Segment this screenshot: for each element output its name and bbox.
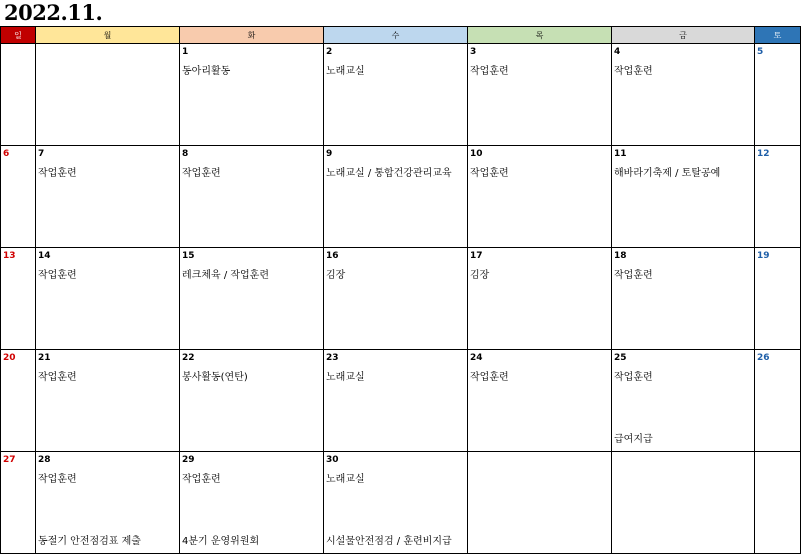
calendar-title: 2022.11. xyxy=(4,0,103,25)
week-row xyxy=(1,452,801,554)
day-number: 30 xyxy=(326,455,339,465)
day-cell[interactable] xyxy=(612,44,755,146)
day-cell[interactable] xyxy=(36,248,180,350)
day-number: 27 xyxy=(3,455,16,465)
week-row xyxy=(1,44,801,146)
day-number: 8 xyxy=(182,149,189,159)
day-cell[interactable] xyxy=(180,452,324,554)
day-cell[interactable] xyxy=(755,248,801,350)
day-cell[interactable] xyxy=(1,248,36,350)
day-cell[interactable] xyxy=(755,146,801,248)
weekday-header-sun: 일 xyxy=(1,27,36,44)
day-event: 작업훈련 xyxy=(614,270,653,281)
day-event: 해바라기축제 / 토탈공예 xyxy=(614,168,721,179)
day-number: 26 xyxy=(757,353,770,363)
calendar-grid xyxy=(0,26,801,554)
day-number: 22 xyxy=(182,353,195,363)
day-number: 15 xyxy=(182,251,195,261)
day-cell[interactable] xyxy=(180,44,324,146)
day-cell[interactable] xyxy=(180,350,324,452)
day-event: 레크체육 / 작업훈련 xyxy=(182,270,270,281)
day-number: 20 xyxy=(3,353,16,363)
day-number: 7 xyxy=(38,149,45,159)
day-cell[interactable] xyxy=(180,146,324,248)
day-cell[interactable] xyxy=(1,146,36,248)
day-event-secondary: 4분기 운영위원회 xyxy=(182,536,260,547)
day-event-secondary: 급여지급 xyxy=(614,434,653,445)
day-event: 작업훈련 xyxy=(614,372,653,383)
day-number: 3 xyxy=(470,47,477,57)
day-event-secondary: 동절기 안전점검표 제출 xyxy=(38,536,141,547)
day-cell[interactable] xyxy=(180,248,324,350)
day-cell[interactable] xyxy=(1,452,36,554)
day-event: 작업훈련 xyxy=(38,474,77,485)
day-number: 17 xyxy=(470,251,483,261)
weekday-header-tue: 화 xyxy=(180,27,324,44)
day-event: 김장 xyxy=(326,270,346,281)
day-cell[interactable] xyxy=(324,146,468,248)
day-event-secondary: 시설물안전점검 / 훈련비지급 xyxy=(326,536,452,547)
weekday-header-row xyxy=(1,27,801,44)
day-event: 작업훈련 xyxy=(182,474,221,485)
day-event: 작업훈련 xyxy=(470,168,509,179)
day-cell[interactable] xyxy=(468,350,612,452)
day-event: 노래교실 / 통합건강관리교육 xyxy=(326,168,452,179)
day-cell[interactable] xyxy=(612,350,755,452)
week-row xyxy=(1,146,801,248)
day-cell[interactable] xyxy=(755,44,801,146)
day-cell[interactable] xyxy=(1,44,36,146)
day-cell[interactable] xyxy=(468,452,612,554)
day-event: 동아리활동 xyxy=(182,66,231,77)
day-cell[interactable] xyxy=(36,44,180,146)
day-event: 노래교실 xyxy=(326,372,365,383)
day-event: 작업훈련 xyxy=(38,270,77,281)
weekday-header-sat: 토 xyxy=(755,27,801,44)
day-event: 작업훈련 xyxy=(614,66,653,77)
day-event: 노래교실 xyxy=(326,474,365,485)
day-event: 김장 xyxy=(470,270,490,281)
day-cell[interactable] xyxy=(36,350,180,452)
day-cell[interactable] xyxy=(324,350,468,452)
day-event: 작업훈련 xyxy=(470,66,509,77)
day-cell[interactable] xyxy=(324,452,468,554)
day-cell[interactable] xyxy=(324,248,468,350)
day-cell[interactable] xyxy=(468,146,612,248)
day-event: 작업훈련 xyxy=(182,168,221,179)
week-row xyxy=(1,248,801,350)
day-number: 29 xyxy=(182,455,195,465)
day-cell[interactable] xyxy=(324,44,468,146)
day-cell[interactable] xyxy=(468,248,612,350)
day-number: 28 xyxy=(38,455,51,465)
day-cell[interactable] xyxy=(612,452,755,554)
day-number: 1 xyxy=(182,47,189,57)
day-number: 19 xyxy=(757,251,770,261)
day-number: 2 xyxy=(326,47,333,57)
weekday-header-fri: 금 xyxy=(612,27,755,44)
day-event: 작업훈련 xyxy=(470,372,509,383)
day-number: 11 xyxy=(614,149,627,159)
day-number: 23 xyxy=(326,353,339,363)
day-number: 10 xyxy=(470,149,483,159)
day-cell[interactable] xyxy=(612,248,755,350)
day-number: 13 xyxy=(3,251,16,261)
day-number: 9 xyxy=(326,149,333,159)
day-cell[interactable] xyxy=(1,350,36,452)
day-cell[interactable] xyxy=(468,44,612,146)
week-row xyxy=(1,350,801,452)
day-number: 16 xyxy=(326,251,339,261)
day-number: 12 xyxy=(757,149,770,159)
day-number: 18 xyxy=(614,251,627,261)
day-event: 작업훈련 xyxy=(38,372,77,383)
day-number: 24 xyxy=(470,353,483,363)
day-number: 14 xyxy=(38,251,51,261)
day-cell[interactable] xyxy=(755,452,801,554)
day-cell[interactable] xyxy=(755,350,801,452)
day-cell[interactable] xyxy=(36,146,180,248)
weekday-header-mon: 월 xyxy=(36,27,180,44)
day-cell[interactable] xyxy=(36,452,180,554)
day-number: 6 xyxy=(3,149,10,159)
day-number: 4 xyxy=(614,47,621,57)
day-event: 노래교실 xyxy=(326,66,365,77)
day-cell[interactable] xyxy=(612,146,755,248)
day-number: 25 xyxy=(614,353,627,363)
day-number: 21 xyxy=(38,353,51,363)
weekday-header-thu: 목 xyxy=(468,27,612,44)
day-number: 5 xyxy=(757,47,764,57)
day-event: 작업훈련 xyxy=(38,168,77,179)
weekday-header-wed: 수 xyxy=(324,27,468,44)
day-event: 봉사활동(연탄) xyxy=(182,372,248,383)
